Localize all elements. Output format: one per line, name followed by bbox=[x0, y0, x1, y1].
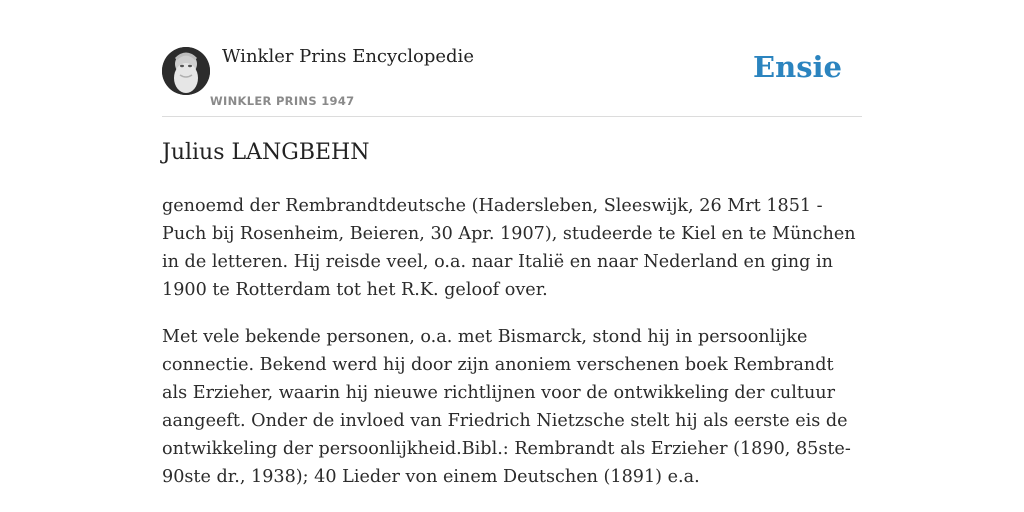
article-body bbox=[162, 192, 862, 510]
article-paragraph: genoemd der Rembrandtdeutsche (Hadersleben, Sleeswijk, 26 Mrt 1851 - Puch bij Rosenheim, Beieren, 30 Apr. 1907), studeerde te Kiel en te München in de letteren. Hij reisde veel, o.a. naar Italië en naar Nederland en ging in 1900 te Rotterdam tot het R.K. geloof over. bbox=[162, 196, 856, 300]
brand-logo[interactable]: Ensie bbox=[753, 50, 842, 84]
site-title[interactable]: Winkler Prins Encyclopedie bbox=[222, 46, 474, 67]
bearded-man-portrait-icon bbox=[162, 47, 210, 95]
source-label[interactable]: WINKLER PRINS 1947 bbox=[210, 94, 355, 108]
avatar bbox=[162, 47, 210, 95]
article-title: Julius LANGBEHN bbox=[162, 140, 370, 165]
site-header bbox=[162, 0, 862, 117]
article-paragraph: Met vele bekende personen, o.a. met Bismarck, stond hij in persoonlijke connectie. Bekend werd hij door zijn anoniem verschenen boek Rembrandt als Erzieher, waarin hij nieuwe richtlijnen voor de ontwikkeling der cultuur aangeeft. Onder de invloed van Friedrich Nietzsche stelt hij als eerste eis de ontwikkeling der persoonlijkheid.Bibl.: Rembrandt als Erzieher (1890, 85ste-90ste dr., 1938); 40 Lieder von einem Deutschen (1891) e.a. bbox=[162, 327, 851, 487]
